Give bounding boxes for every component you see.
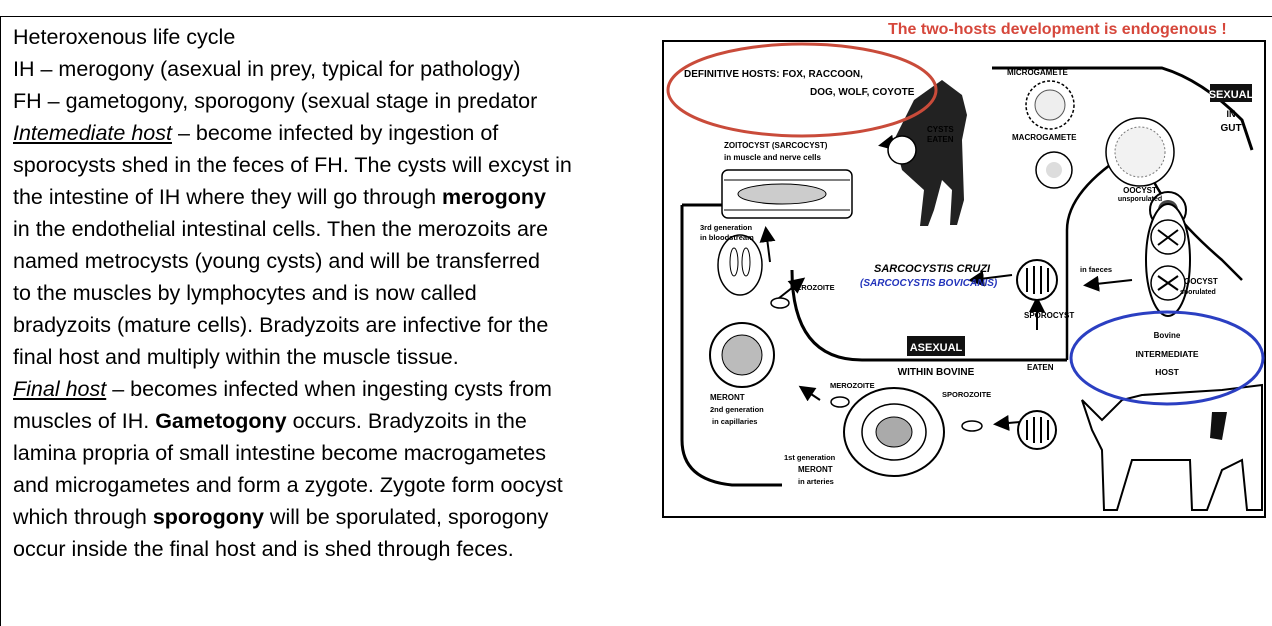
heading: Heteroxenous life cycle <box>13 25 236 49</box>
sporogony-term: sporogony <box>152 505 264 529</box>
text-line: sporocysts shed in the feces of FH. The cysts will excyst in <box>13 153 572 177</box>
macrogamete-icon <box>1106 118 1174 186</box>
bovine-label: Bovine <box>1153 331 1181 340</box>
meront-2nd-label-3: in capillaries <box>712 417 758 426</box>
meront-2nd-gen-icon <box>710 323 774 387</box>
merozoite-label: MEROZOITE <box>790 283 835 292</box>
first-gen-label-2: MERONT <box>798 465 833 474</box>
first-gen-label-3: in arteries <box>798 477 834 486</box>
final-host-term: Final host <box>13 377 107 401</box>
microgamete-label: MICROGAMETE <box>1007 68 1068 77</box>
gametogony-term: Gametogony <box>155 409 287 433</box>
oocyst-sporulated-icon <box>1146 204 1190 316</box>
text-line: to the muscles by lymphocytes and is now called <box>13 281 477 305</box>
text-line: Final host – becomes infected when ingesting cysts from <box>13 377 552 401</box>
first-gen-label: 1st generation <box>784 453 836 462</box>
muscle-nerve-label: in muscle and nerve cells <box>724 153 821 162</box>
top-border <box>0 16 1272 17</box>
eaten-label: EATEN <box>927 135 954 144</box>
text-line: and microgametes and form a zygote. Zygote form oocyst <box>13 473 563 497</box>
text-block <box>13 21 653 565</box>
text-line: FH – gametogony, sporogony (sexual stage in predator <box>13 89 538 113</box>
sporocyst-2-icon <box>1018 411 1056 449</box>
definitive-hosts-label-2: DOG, WOLF, COYOTE <box>810 87 915 98</box>
microgamete-icon <box>1026 81 1074 129</box>
text-line: IH – merogony (asexual in prey, typical for pathology) <box>13 57 521 81</box>
intermediate-label: INTERMEDIATE <box>1135 349 1199 359</box>
text-line: in the endothelial intestinal cells. Then the merozoits are <box>13 217 549 241</box>
zoitocyst-label: ZOITOCYST (SARCOCYST) <box>724 141 828 150</box>
text-line: occur inside the final host and is shed through feces. <box>13 537 514 561</box>
merogony-term: merogony <box>442 185 546 209</box>
in-label: IN <box>1226 109 1236 119</box>
arrow-sporozoite <box>997 422 1020 424</box>
text-line: Intemediate host – become infected by ingestion of <box>13 121 499 145</box>
eaten-2-label: EATEN <box>1027 363 1054 372</box>
oocyst-unsporulated-label-2: unsporulated <box>1117 196 1163 203</box>
meront-1st-gen-icon <box>844 388 944 476</box>
asexual-label: ASEXUAL <box>909 342 963 354</box>
text-line: bradyzoits (mature cells). Bradyzoits are infective for the <box>13 313 549 337</box>
sarcocyst-muscle-icon <box>722 170 852 218</box>
within-bovine-label: WITHIN BOVINE <box>897 367 975 378</box>
oocyst-unsporulated-label: OOCYST <box>1123 186 1157 195</box>
sexual-label: SEXUAL <box>1208 89 1254 101</box>
arrow-faeces <box>1087 280 1132 285</box>
definitive-hosts-label: DEFINITIVE HOSTS: FOX, RACCOON, <box>684 69 863 80</box>
arrow-merozoite-2 <box>802 388 820 400</box>
left-border <box>0 16 1 626</box>
sporozoite-label: SPOROZOITE <box>942 390 992 399</box>
text-line: muscles of IH. Gametogony occurs. Bradyzoits in the <box>13 409 527 433</box>
in-faeces-label: in faeces <box>1080 265 1113 274</box>
text-line: which through sporogony will be sporulated, sporogony <box>13 505 549 529</box>
endogenous-note: The two-hosts development is endogenous ! <box>888 21 1227 38</box>
sporocyst-label: SPOROCYST <box>1024 311 1075 320</box>
third-generation-icon <box>718 235 762 295</box>
life-cycle-diagram <box>662 40 1266 518</box>
arrow-3rd-gen <box>766 230 770 262</box>
third-gen-label: 3rd generation <box>700 223 753 232</box>
oocyst-sporulated-label-2: sporulated <box>1180 289 1216 296</box>
merozoite-2-label: MEROZOITE <box>830 381 875 390</box>
text-line: named metrocysts (young cysts) and will be transferred <box>13 249 540 273</box>
wolf-icon <box>888 80 967 226</box>
third-gen-label-2: in bloodstream <box>700 233 754 242</box>
text-line: the intestine of IH where they will go through merogony <box>13 185 546 209</box>
cysts-label: CYSTS <box>927 125 954 134</box>
meront-2nd-label-2: 2nd generation <box>710 405 764 414</box>
sarcocystis-bovicanis-label: (SARCOCYSTIS BOVICANIS) <box>860 278 998 289</box>
oocyst-sporulated-label: OOCYST <box>1184 277 1218 286</box>
sarcocystis-cruzi-label: SARCOCYSTIS CRUZI <box>874 263 991 275</box>
zygote-icon <box>1036 152 1072 188</box>
text-line: final host and multiply within the muscle tissue. <box>13 345 459 369</box>
gut-label: GUT <box>1220 123 1242 134</box>
macrogamete-label: MACROGAMETE <box>1012 133 1077 142</box>
meront-2nd-label: MERONT <box>710 393 745 402</box>
sporocyst-icon <box>1017 260 1057 300</box>
intermediate-host-term: Intemediate host <box>13 121 172 145</box>
host-label: HOST <box>1155 367 1179 377</box>
text-line: lamina propria of small intestine become macrogametes <box>13 441 546 465</box>
